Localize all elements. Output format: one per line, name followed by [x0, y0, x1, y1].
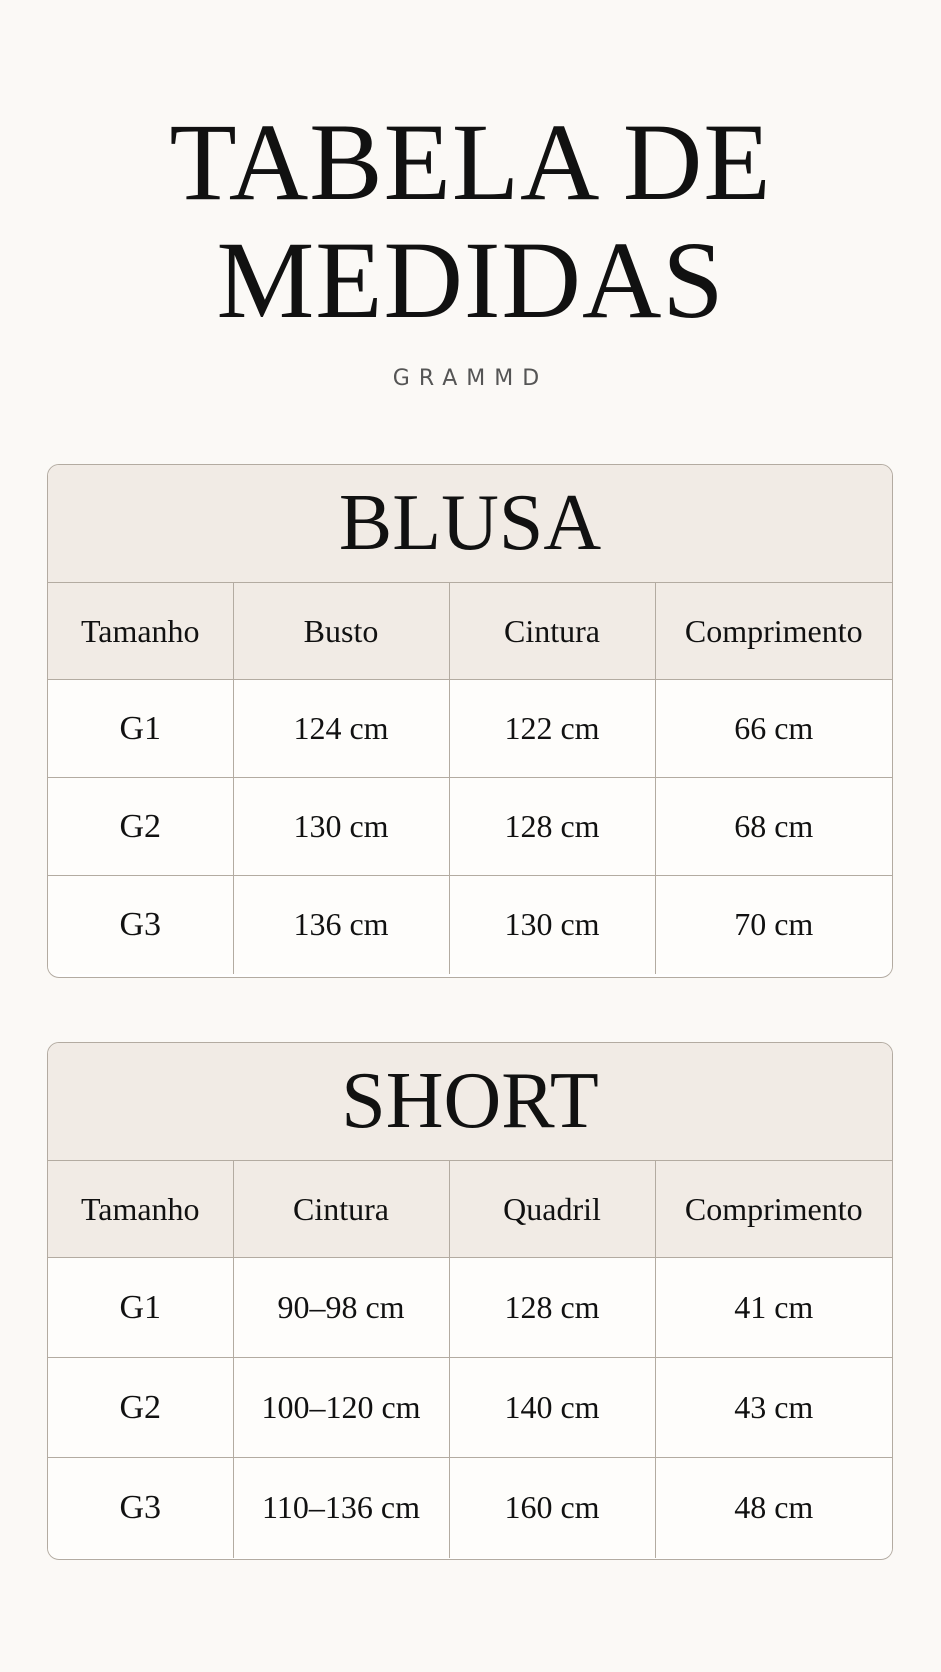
cintura-cell: 122 cm: [449, 680, 655, 778]
busto-cell: 136 cm: [233, 876, 449, 974]
cintura-cell: 130 cm: [449, 876, 655, 974]
short-size-table-card: [47, 1042, 893, 1560]
column-header-cintura: Cintura: [449, 583, 655, 680]
page-title-line-2: MEDIDAS: [216, 219, 725, 341]
quadril-cell: 128 cm: [449, 1258, 655, 1358]
table-header-row: [48, 583, 892, 680]
column-header-tamanho: Tamanho: [48, 1161, 233, 1258]
size-cell: G1: [48, 680, 233, 778]
comprimento-cell: 68 cm: [655, 778, 892, 876]
page-title-line-1: TABELA DE: [169, 101, 772, 223]
blusa-size-table: [48, 583, 892, 974]
quadril-cell: 160 cm: [449, 1458, 655, 1558]
column-header-quadril: Quadril: [449, 1161, 655, 1258]
short-size-table: [48, 1161, 892, 1558]
comprimento-cell: 43 cm: [655, 1358, 892, 1458]
short-table-title: SHORT: [48, 1043, 892, 1161]
column-header-comprimento: Comprimento: [655, 583, 892, 680]
column-header-busto: Busto: [233, 583, 449, 680]
column-header-cintura: Cintura: [233, 1161, 449, 1258]
table-row: [48, 1458, 892, 1558]
size-cell: G1: [48, 1258, 233, 1358]
column-header-comprimento: Comprimento: [655, 1161, 892, 1258]
size-cell: G2: [48, 1358, 233, 1458]
size-cell: G2: [48, 778, 233, 876]
table-row: [48, 876, 892, 974]
busto-cell: 124 cm: [233, 680, 449, 778]
comprimento-cell: 48 cm: [655, 1458, 892, 1558]
blusa-table-title: BLUSA: [48, 465, 892, 583]
cintura-cell: 128 cm: [449, 778, 655, 876]
size-cell: G3: [48, 876, 233, 974]
size-cell: G3: [48, 1458, 233, 1558]
table-header-row: [48, 1161, 892, 1258]
table-row: [48, 778, 892, 876]
cintura-cell: 90–98 cm: [233, 1258, 449, 1358]
column-header-tamanho: Tamanho: [48, 583, 233, 680]
cintura-cell: 100–120 cm: [233, 1358, 449, 1458]
cintura-cell: 110–136 cm: [233, 1458, 449, 1558]
busto-cell: 130 cm: [233, 778, 449, 876]
comprimento-cell: 70 cm: [655, 876, 892, 974]
blusa-size-table-card: [47, 464, 893, 978]
table-row: [48, 680, 892, 778]
comprimento-cell: 66 cm: [655, 680, 892, 778]
comprimento-cell: 41 cm: [655, 1258, 892, 1358]
quadril-cell: 140 cm: [449, 1358, 655, 1458]
brand-name: GRAMMD: [392, 366, 549, 391]
table-row: [48, 1258, 892, 1358]
table-row: [48, 1358, 892, 1458]
